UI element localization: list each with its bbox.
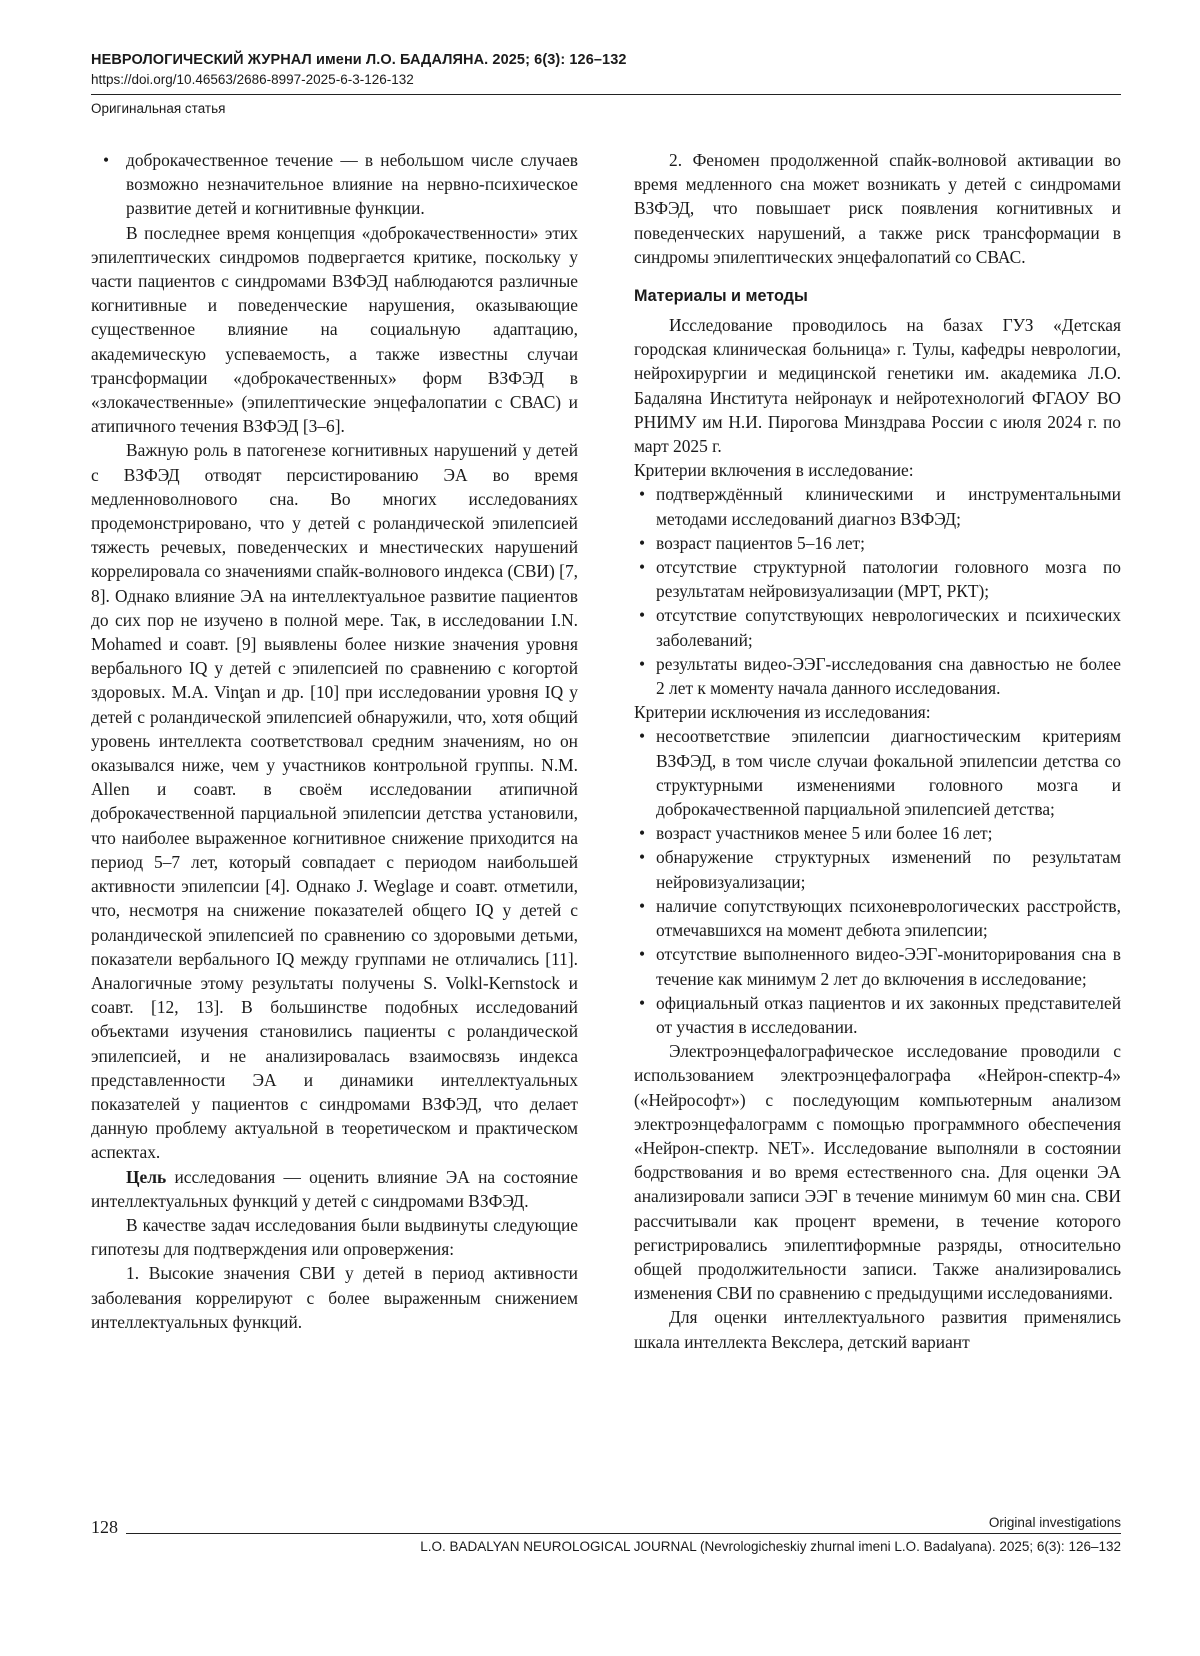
aim-paragraph xyxy=(91,1165,578,1213)
list-item: • возраст участников менее 5 или более 16 лет; xyxy=(634,821,1121,845)
paragraph: В качестве задач исследования были выдвинуты следующие гипотезы для подтверждения или опровержения: xyxy=(91,1214,578,1260)
footer-journal-citation: L.O. BADALYAN NEUROLOGICAL JOURNAL (Nevrologicheskiy zhurnal imeni L.O. Badalyana). 2025; 6(3): 126–132 xyxy=(420,1539,1121,1554)
footer-section-tag: Original investigations xyxy=(988,1515,1121,1530)
aim-label: Цель xyxy=(126,1166,167,1187)
paragraph: В последнее время концепция «доброкачественности» этих эпилептических синдромов подвергается критике, поскольку у части пациентов с синдромами ВЗФЭД наблюдаются различные когнитивные и поведенческие нарушения, оказывающие существенное влияние на социальную адаптацию, академическую успеваемость, а также известны случаи трансформации «доброкачественных» форм ВЗФЭД в «злокачественные» (эпилептические энцефалопатии с СВАС) и атипичного течения ВЗФЭД [3–6]. xyxy=(91,222,578,437)
list-item: • результаты видео-ЭЭГ-исследования сна давностью не более 2 лет к моменту начала данного исследования. xyxy=(634,652,1121,700)
left-column xyxy=(91,148,578,1334)
list-item: • подтверждённый клиническими и инструментальными методами исследований диагноз ВЗФЭД; xyxy=(634,482,1121,530)
aim-text: исследования — оценить влияние ЭА на состояние интеллектуальных функций у детей с синдромами ВЗФЭД. xyxy=(91,1166,578,1211)
list-item: • возраст пациентов 5–16 лет; xyxy=(634,531,1121,555)
header-divider xyxy=(91,94,1121,95)
list-item: • наличие сопутствующих психоневрологических расстройств, отмечавшихся на момент дебюта эпилепсии; xyxy=(634,894,1121,942)
paragraph: Важную роль в патогенезе когнитивных нарушений у детей с ВЗФЭД отводят персистированию ЭА во время медленноволнового сна. Во многих исследованиях продемонстрировано, что у детей с роландической эпилепсией тяжесть речевых, поведенческих и мнестических нарушений коррелировала со значениями спайк-волнового индекса (СВИ) [7, 8]. Однако влияние ЭА на интеллектуальное развитие пациентов до сих пор не изучено в полной мере. Так, в исследовании I.N. Mohamed и соавт. [9] выявлены более низкие значения уровня вербального IQ у детей с эпилепсией по сравнению с когортой здоровых. M.A. Vinţan и др. [10] при исследовании уровня IQ у детей с роландической эпилепсией обнаружили, что, хотя общий уровень интеллекта соответствовал средним значениям, но он оказывался ниже, чем у участников контрольной группы. N.M. Allen и соавт. в своём исследовании атипичной доброкачественной парциальной эпилепсии детства установили, что наиболее выраженное когнитивное снижение приходится на период 5–7 лет, который совпадает с периодом наибольшей активности эпилепсии [4]. Однако J. Weglage и соавт. отметили, что, несмотря на снижение показателей общего IQ у детей с роландической эпилепсией по сравнению со здоровыми детьми, показатели вербального IQ между группами не отличались [11]. Аналогичные этому результаты получены S. Volkl-Kernstock и соавт. [12, 13]. В большинстве подобных исследований объектами изучения становились пациенты с роландической эпилепсией, и не анализировалась взаимосвязь индекса представленности ЭА и динамики интеллектуальных показателей у пациентов с синдромами ВЗФЭД, что делает данную проблему актуальной в теоретическом и практическом аспектах. xyxy=(91,440,578,1163)
right-column xyxy=(634,148,1121,1354)
article-type-label: Оригинальная статья xyxy=(91,101,226,116)
bullet-list xyxy=(91,148,578,221)
list-item: • отсутствие выполненного видео-ЭЭГ-мониторирования сна в течение как минимум 2 лет до включения в исследование; xyxy=(634,942,1121,990)
paragraph: Исследование проводилось на базах ГУЗ «Детская городская клиническая больница» г. Тулы, кафедры неврологии, нейрохирургии и медицинской генетики им. академика Л.О. Бадаляна Института нейронаук и нейротехнологий ФГАОУ ВО РНИМУ им Н.И. Пирогова Минздрава России с июля 2024 г. по март 2025 г. xyxy=(634,315,1121,457)
inclusion-label: Критерии включения в исследование: xyxy=(634,460,914,481)
list-item: • доброкачественное течение — в небольшом числе случаев возможно незначительное влияние на нервно-психическое развитие детей и когнитивные функции. xyxy=(91,148,578,221)
journal-title: НЕВРОЛОГИЧЕСКИЙ ЖУРНАЛ имени Л.О. БАДАЛЯНА. 2025; 6(3): 126–132 xyxy=(91,52,627,68)
list-item: • несоответствие эпилепсии диагностическим критериям ВЗФЭД, в том числе случаи фокальной эпилепсии детства со структурными изменениями головного мозга и доброкачественной парциальной эпилепсией детства; xyxy=(634,724,1121,821)
paragraph: Для оценки интеллектуального развития применялись шкала интеллекта Векслера, детский вариант xyxy=(634,1307,1121,1352)
running-header xyxy=(91,50,1121,89)
exclusion-list xyxy=(634,724,1121,1039)
page-number: 128 xyxy=(91,1517,118,1537)
paragraph: Электроэнцефалографическое исследование проводили с использованием электроэнцефалографа «Нейрон-спектр-4» («Нейрософт») с последующим компьютерным анализом электроэнцефалограмм с помощью программного обеспечения «Нейрон-спектр. NET». Исследование выполняли в состоянии бодрствования и во время естественного сна. Для оценки ЭА анализировали записи ЭЭГ в течение минимум 60 мин сна. СВИ рассчитывали как процент времени, в течение которого регистрировались эпилептиформные разряды, относительно общей продолжительности записи. Также анализировались изменения СВИ по сравнению с предыдущими исследованиями. xyxy=(634,1041,1121,1304)
inclusion-list xyxy=(634,482,1121,700)
list-item: • обнаружение структурных изменений по результатам нейровизуализации; xyxy=(634,845,1121,893)
list-item: • отсутствие структурной патологии головного мозга по результатам нейровизуализации (МРТ, РКТ); xyxy=(634,555,1121,603)
paragraph: 1. Высокие значения СВИ у детей в период активности заболевания коррелируют с более выраженным снижением интеллектуальных функций. xyxy=(91,1263,578,1332)
list-item: • официальный отказ пациентов и их законных представителей от участия в исследовании. xyxy=(634,991,1121,1039)
exclusion-label: Критерии исключения из исследования: xyxy=(634,702,931,723)
paragraph: 2. Феномен продолженной спайк-волновой активации во время медленного сна может возникать у детей с синдромами ВЗФЭД, что повышает риск появления когнитивных и поведенческих нарушений, а также риск трансформации в синдромы эпилептических энцефалопатий со СВАС. xyxy=(634,150,1121,267)
doi-link[interactable]: https://doi.org/10.46563/2686-8997-2025-6-3-126-132 xyxy=(91,72,414,87)
section-heading: Материалы и методы xyxy=(634,287,808,306)
footer-divider xyxy=(126,1533,1121,1534)
list-item: • отсутствие сопутствующих неврологических и психических заболеваний; xyxy=(634,603,1121,651)
